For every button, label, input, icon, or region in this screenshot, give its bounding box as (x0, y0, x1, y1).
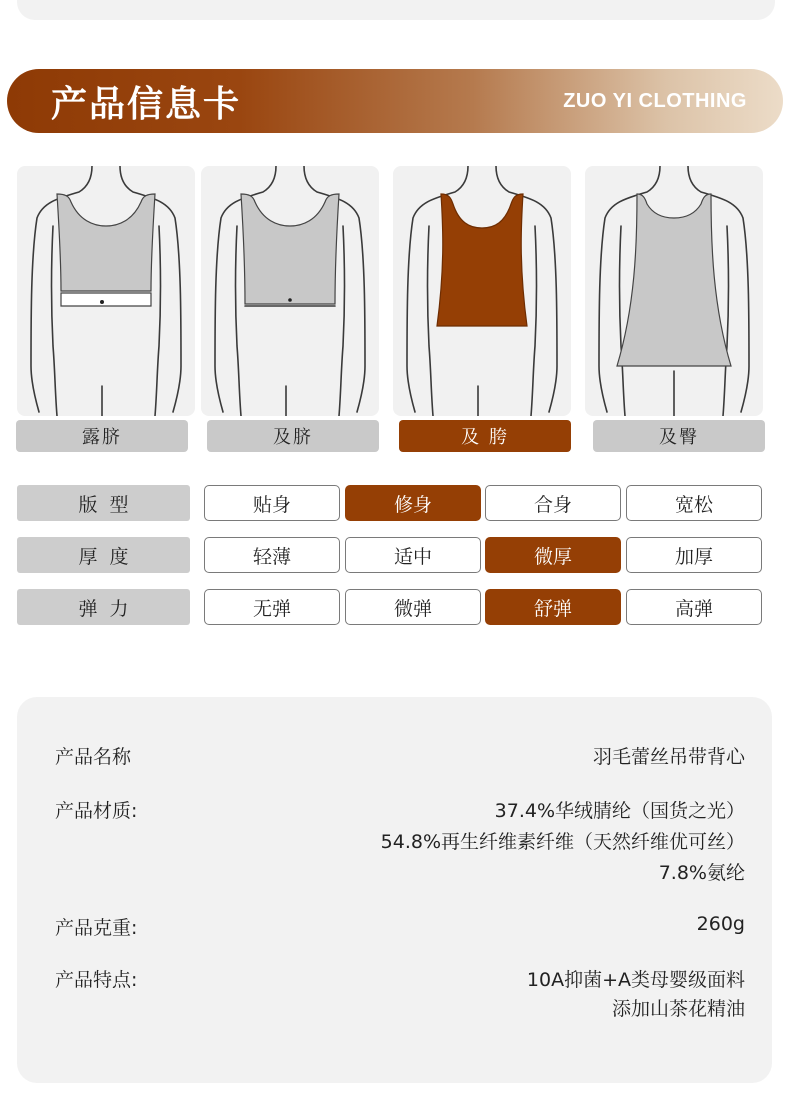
brand-name: ZUO YI CLOTHING (563, 89, 747, 112)
elasticity-label: 弹力 (17, 589, 190, 625)
previous-section-card (17, 0, 775, 20)
weight-value: 260g (696, 913, 745, 935)
fit-option-regular[interactable]: 合身 (485, 485, 621, 521)
product-name-label: 产品名称 (55, 746, 132, 768)
material-line-1: 37.4%华绒腈纶（国货之光） (494, 800, 745, 822)
figure-hip-length (393, 166, 571, 416)
banner-title: 产品信息卡 (51, 83, 242, 125)
thickness-option-thick[interactable]: 加厚 (626, 537, 762, 573)
fit-option-tight[interactable]: 贴身 (204, 485, 340, 521)
elasticity-option-high[interactable]: 高弹 (626, 589, 762, 625)
feature-line-1: 10A抑菌+A类母婴级面料 (526, 969, 745, 991)
product-name-value: 羽毛蕾丝吊带背心 (592, 746, 745, 768)
fit-option-slim[interactable]: 修身 (345, 485, 481, 521)
material-line-2: 54.8%再生纤维素纤维（天然纤维优可丝） (380, 831, 745, 853)
figure-crop-length (17, 166, 195, 416)
figure-butt-length (585, 166, 763, 416)
thickness-option-slightly-thick[interactable]: 微厚 (485, 537, 621, 573)
product-info-card (17, 697, 772, 1083)
material-label: 产品材质: (55, 800, 138, 822)
thickness-option-medium[interactable]: 适中 (345, 537, 481, 573)
length-option-hip[interactable]: 及 胯 (399, 420, 571, 452)
thickness-label: 厚度 (17, 537, 190, 573)
length-option-butt[interactable]: 及臀 (593, 420, 765, 452)
elasticity-option-comfort[interactable]: 舒弹 (485, 589, 621, 625)
fit-label: 版型 (17, 485, 190, 521)
feature-line-2: 添加山茶花精油 (611, 998, 745, 1020)
fit-option-loose[interactable]: 宽松 (626, 485, 762, 521)
section-banner (7, 69, 783, 133)
elasticity-option-none[interactable]: 无弹 (204, 589, 340, 625)
thickness-option-thin[interactable]: 轻薄 (204, 537, 340, 573)
elasticity-option-slight[interactable]: 微弹 (345, 589, 481, 625)
weight-label: 产品克重: (55, 917, 138, 939)
figure-navel-length (201, 166, 379, 416)
length-option-navel[interactable]: 及脐 (207, 420, 379, 452)
length-option-crop[interactable]: 露脐 (16, 420, 188, 452)
material-line-3: 7.8%氨纶 (658, 862, 745, 884)
feature-label: 产品特点: (55, 969, 138, 991)
